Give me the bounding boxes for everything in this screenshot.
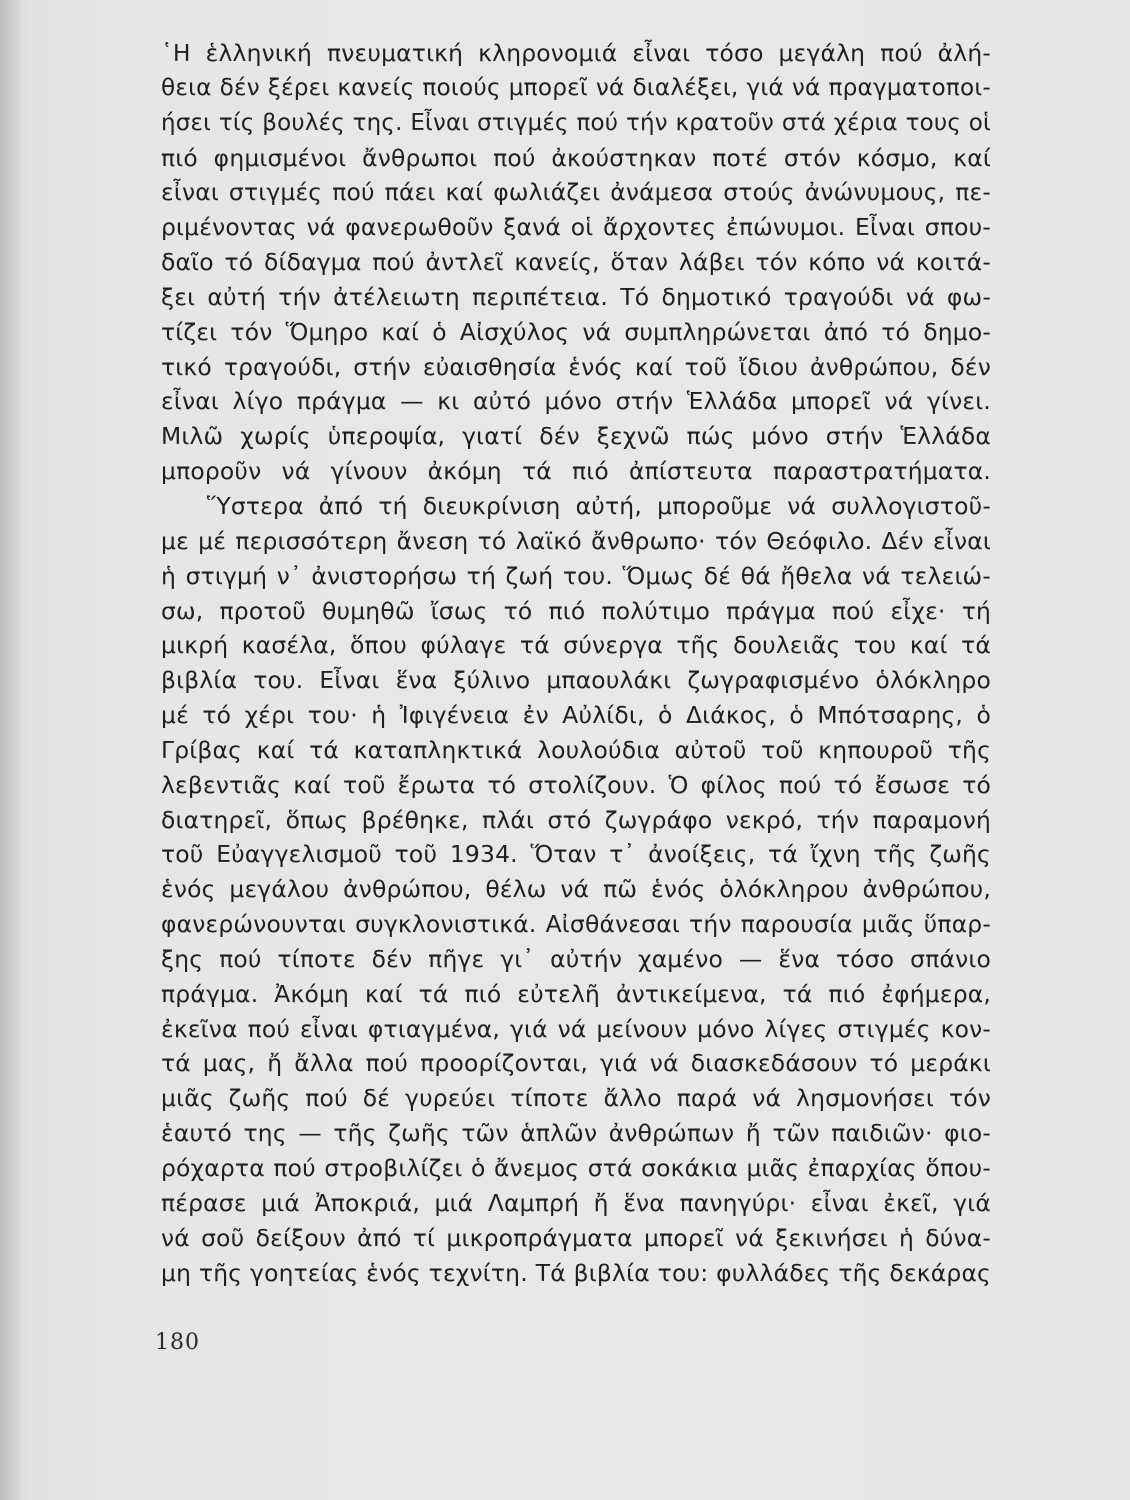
text-line: μποροῦν νά γίνουν ἀκόμη τά πιό ἀπίστευτα παραστρατήματα. [161, 457, 991, 486]
text-line: πιό φημισμένοι ἄνθρωποι πού ἀκούστηκαν ποτέ στόν κόσμο, καί [161, 143, 991, 172]
text-line: ἐκεῖνα πού εἶναι φτιαγμένα, γιά νά μείνουν μόνο λίγες στιγμές κον- [161, 1014, 991, 1043]
text-line: ῾Η ἑλληνική πνευματική κληρονομιά εἶναι τόσο μεγάλη πού ἀλή- [161, 39, 991, 67]
text-line: φανερώνουνται συγκλονιστικά. Αἰσθάνεσαι τήν παρουσία μιᾶς ὕπαρ- [161, 910, 991, 939]
text-line: πράγμα. Ἀκόμη καί τά πιό εὐτελῆ ἀντικείμενα, τά πιό ἐφήμερα, [161, 979, 991, 1008]
text-line: με μέ περισσότερη ἄνεση τό λαϊκό ἄνθρωπο· τόν Θεόφιλο. Δέν εἶναι [161, 526, 991, 555]
text-line: τικό τραγούδι, στήν εὐαισθησία ἑνός καί τοῦ ἴδιου ἀνθρώπου, δέν [161, 352, 991, 381]
text-line: ἑνός μεγάλου ἀνθρώπου, θέλω νά πῶ ἑνός ὁλόκληρου ἀνθρώπου, [161, 875, 991, 904]
text-line: ξει αὐτή τήν ἀτέλειωτη περιπέτεια. Τό δημοτικό τραγούδι νά φω- [161, 282, 991, 311]
text-line: μη τῆς γοητείας ἑνός τεχνίτη. Τά βιβλία του: φυλλάδες τῆς δεκάρας [161, 1258, 991, 1287]
text-line: βιβλία του. Εἶναι ἕνα ξύλινο μπαουλάκι ζωγραφισμένο ὁλόκληρο [161, 666, 991, 695]
text-line: ἡ στιγμή ν᾿ ἀνιστορήσω τή ζωή του. Ὅμως δέ θά ἤθελα νά τελειώ- [161, 561, 991, 590]
text-line: ξης πού τίποτε δέν πῆγε γι᾿ αὐτήν χαμένο — ἕνα τόσο σπάνιο [161, 944, 991, 973]
text-line: μικρή κασέλα, ὅπου φύλαγε τά σύνεργα τῆς δουλειᾶς του καί τά [161, 631, 991, 660]
text-line: τίζει τόν Ὅμηρο καί ὁ Αἰσχύλος νά συμπληρώνεται ἀπό τό δημο- [161, 317, 991, 346]
text-line: διατηρεῖ, ὅπως βρέθηκε, πλάι στό ζωγράφο νεκρό, τήν παραμονή [161, 805, 991, 834]
text-line: Μιλῶ χωρίς ὑπεροψία, γιατί δέν ξεχνῶ πώς μόνο στήν Ἑλλάδα [161, 422, 991, 451]
body-text [161, 36, 991, 1290]
text-line: τά μας, ἤ ἄλλα πού προορίζονται, γιά νά διασκεδάσουν τό μεράκι [161, 1049, 991, 1078]
text-line: θεια δέν ξέρει κανείς ποιούς μπορεῖ νά διαλέξει, γιά νά πραγματοποι- [161, 73, 991, 101]
text-line: μέ τό χέρι του· ἡ Ἰφιγένεια ἐν Αὐλίδι, ὁ Διάκος, ὁ Μπότσαρης, ὁ [161, 701, 991, 730]
text-line: μιᾶς ζωῆς πού δέ γυρεύει τίποτε ἄλλο παρά νά λησμονήσει τόν [161, 1084, 991, 1113]
text-line: τοῦ Εὐαγγελισμοῦ τοῦ 1934. Ὅταν τ᾿ ἀνοίξεις, τά ἴχνη τῆς ζωῆς [161, 840, 991, 869]
text-line: Γρίβας καί τά καταπληκτικά λουλούδια αὐτοῦ τοῦ κηπουροῦ τῆς [161, 735, 991, 764]
text-line: νά σοῦ δείξουν ἀπό τί μικροπράγματα μπορεῖ νά ξεκινήσει ἡ δύνα- [161, 1223, 991, 1252]
text-line: λεβεντιᾶς καί τοῦ ἔρωτα τό στολίζουν. Ὁ φίλος πού τό ἔσωσε τό [161, 770, 991, 799]
text-line: εἶναι στιγμές πού πάει καί φωλιάζει ἀνάμεσα στούς ἀνώνυμους, πε- [161, 178, 991, 207]
text-line: πέρασε μιά Ἀποκριά, μιά Λαμπρή ἤ ἕνα πανηγύρι· εἶναι ἐκεῖ, γιά [161, 1188, 991, 1217]
text-line: ήσει τίς βουλές της. Εἶναι στιγμές πού τήν κρατοῦν στά χέρια τους οἱ [161, 109, 991, 136]
text-line: Ὕστερα ἀπό τή διευκρίνιση αὐτή, μποροῦμε νά συλλογιστοῦ- [207, 491, 991, 520]
text-line: δαῖο τό δίδαγμα πού ἀντλεῖ κανείς, ὅταν λάβει τόν κόπο νά κοιτά- [161, 248, 991, 277]
text-line: ριμένοντας νά φανερωθοῦν ξανά οἱ ἄρχοντες ἐπώνυμοι. Εἶναι σπου- [161, 213, 991, 242]
page-number: 180 [155, 1330, 200, 1355]
text-line: σω, προτοῦ θυμηθῶ ἴσως τό πιό πολύτιμο πράγμα πού εἶχε· τή [161, 596, 991, 625]
text-line: ἑαυτό της — τῆς ζωῆς τῶν ἁπλῶν ἀνθρώπων ἤ τῶν παιδιῶν· φιο- [161, 1119, 991, 1148]
text-line: ρόχαρτα πού στροβιλίζει ὁ ἄνεμος στά σοκάκια μιᾶς ἐπαρχίας ὅπου- [161, 1154, 991, 1182]
text-line: εἶναι λίγο πράγμα — κι αὐτό μόνο στήν Ἑλλάδα μπορεῖ νά γίνει. [161, 387, 991, 416]
